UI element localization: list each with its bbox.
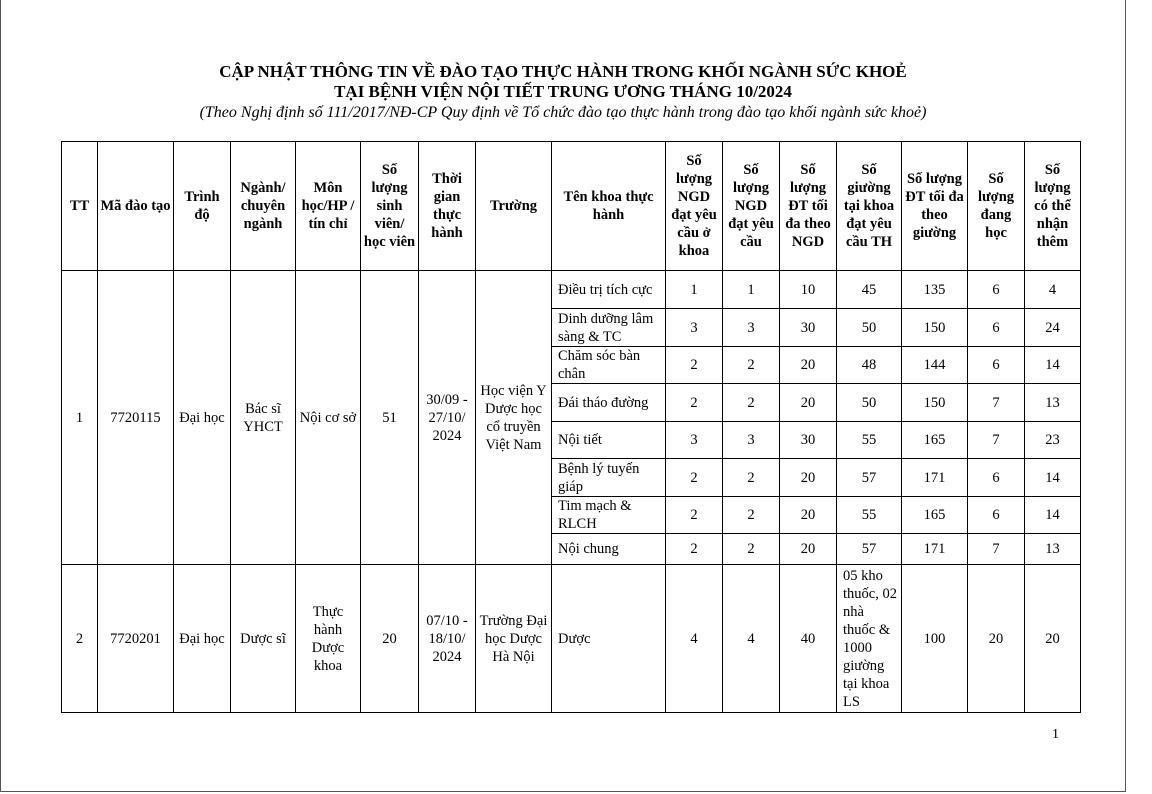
dt-giuong-cell: 150 [902, 384, 968, 422]
dt-ngd-cell: 20 [780, 347, 837, 384]
g2-ma: 7720201 [98, 565, 174, 713]
dt-ngd-cell: 30 [780, 422, 837, 459]
giuong-cell: 55 [837, 422, 902, 459]
g1-mon-hoc: Nội cơ sở [296, 271, 361, 565]
ngd-khoa-cell: 3 [666, 309, 723, 347]
ngd-cell: 2 [723, 347, 780, 384]
khoa-cell: Dinh dưỡng lâm sàng & TC [552, 309, 666, 347]
nhan-them-cell: 14 [1025, 347, 1081, 384]
g2-tt: 2 [62, 565, 98, 713]
g1-nganh: Bác sĩ YHCT [231, 271, 296, 565]
g2-so-luong: 20 [361, 565, 419, 713]
giuong-cell: 45 [837, 271, 902, 309]
training-table [61, 141, 1081, 713]
ngd-cell: 2 [723, 534, 780, 565]
table-row [62, 565, 1081, 713]
header-nhan-them: Số lượng có thể nhận thêm [1025, 142, 1081, 271]
ngd-khoa-cell: 2 [666, 347, 723, 384]
dt-ngd-cell: 10 [780, 271, 837, 309]
nhan-them-cell: 24 [1025, 309, 1081, 347]
dt-giuong-cell: 165 [902, 497, 968, 534]
giuong-cell: 55 [837, 497, 902, 534]
g1-trinh-do: Đại học [174, 271, 231, 565]
header-ten-khoa: Tên khoa thực hành [552, 142, 666, 271]
header-mon-hoc: Môn học/HP / tín chỉ [296, 142, 361, 271]
dang-hoc-cell: 6 [968, 309, 1025, 347]
document-title-line1: CẬP NHẬT THÔNG TIN VỀ ĐÀO TẠO THỰC HÀNH TRONG KHỐI NGÀNH SỨC KHOẺ [219, 62, 907, 81]
g2-giuong: 05 kho thuốc, 02 nhà thuốc & 1000 giường tại khoa LS [837, 565, 902, 713]
ngd-khoa-cell: 1 [666, 271, 723, 309]
header-giuong: Số giường tại khoa đạt yêu cầu TH [837, 142, 902, 271]
khoa-cell: Đái tháo đường [552, 384, 666, 422]
ngd-cell: 3 [723, 309, 780, 347]
dt-ngd-cell: 20 [780, 497, 837, 534]
dt-giuong-cell: 165 [902, 422, 968, 459]
g2-dt-giuong: 100 [902, 565, 968, 713]
header-so-luong-sv: Số lượng sinh viên/ học viên [361, 142, 419, 271]
g2-nhan-them: 20 [1025, 565, 1081, 713]
dang-hoc-cell: 6 [968, 347, 1025, 384]
g1-so-luong: 51 [361, 271, 419, 565]
dt-giuong-cell: 171 [902, 459, 968, 497]
ngd-khoa-cell: 2 [666, 459, 723, 497]
dt-ngd-cell: 20 [780, 459, 837, 497]
dang-hoc-cell: 7 [968, 422, 1025, 459]
ngd-cell: 2 [723, 384, 780, 422]
giuong-cell: 57 [837, 534, 902, 565]
g1-thoi-gian: 30/09 - 27/10/ 2024 [419, 271, 476, 565]
dt-ngd-cell: 20 [780, 384, 837, 422]
g2-mon-hoc: Thực hành Dược khoa [296, 565, 361, 713]
giuong-cell: 50 [837, 384, 902, 422]
g1-tt: 1 [62, 271, 98, 565]
g2-nganh: Dược sĩ [231, 565, 296, 713]
giuong-cell: 57 [837, 459, 902, 497]
header-ngd-khoa: Số lượng NGD đạt yêu cầu ở khoa [666, 142, 723, 271]
nhan-them-cell: 4 [1025, 271, 1081, 309]
header-dt-toi-da-ngd: Số lượng ĐT tối đa theo NGD [780, 142, 837, 271]
ngd-khoa-cell: 2 [666, 497, 723, 534]
khoa-cell: Nội chung [552, 534, 666, 565]
ngd-cell: 3 [723, 422, 780, 459]
dt-giuong-cell: 144 [902, 347, 968, 384]
dang-hoc-cell: 6 [968, 497, 1025, 534]
nhan-them-cell: 23 [1025, 422, 1081, 459]
g1-truong: Học viện Y Dược học cổ truyền Việt Nam [476, 271, 552, 565]
nhan-them-cell: 13 [1025, 384, 1081, 422]
document-subtitle: (Theo Nghị định số 111/2017/NĐ-CP Quy định về Tổ chức đào tạo thực hành trong đào tạo khối ngành sức khoẻ) [199, 104, 927, 121]
header-dt-toi-da-giuong: Số lượng ĐT tối đa theo giường [902, 142, 968, 271]
header-ma-dao-tao: Mã đào tạo [98, 142, 174, 271]
giuong-cell: 50 [837, 309, 902, 347]
ngd-cell: 2 [723, 497, 780, 534]
header-row [62, 142, 1081, 271]
header-thoi-gian: Thời gian thực hành [419, 142, 476, 271]
ngd-cell: 1 [723, 271, 780, 309]
dt-giuong-cell: 135 [902, 271, 968, 309]
header-truong: Trường [476, 142, 552, 271]
dt-giuong-cell: 171 [902, 534, 968, 565]
dang-hoc-cell: 7 [968, 534, 1025, 565]
nhan-them-cell: 14 [1025, 497, 1081, 534]
ngd-khoa-cell: 3 [666, 422, 723, 459]
g2-trinh-do: Đại học [174, 565, 231, 713]
dang-hoc-cell: 7 [968, 384, 1025, 422]
page-number: 1 [1052, 727, 1059, 742]
g2-ngd: 4 [723, 565, 780, 713]
g2-dang-hoc: 20 [968, 565, 1025, 713]
table-row [62, 271, 1081, 309]
g1-ma: 7720115 [98, 271, 174, 565]
dang-hoc-cell: 6 [968, 459, 1025, 497]
document-title-line2: TẠI BỆNH VIỆN NỘI TIẾT TRUNG ƯƠNG THÁNG 10/2024 [334, 82, 792, 101]
ngd-cell: 2 [723, 459, 780, 497]
dt-giuong-cell: 150 [902, 309, 968, 347]
header-trinh-do: Trình độ [174, 142, 231, 271]
header-tt: TT [62, 142, 98, 271]
khoa-cell: Chăm sóc bàn chân [552, 347, 666, 384]
g2-dt-ngd: 40 [780, 565, 837, 713]
g2-khoa: Dược [552, 565, 666, 713]
ngd-khoa-cell: 2 [666, 384, 723, 422]
khoa-cell: Điều trị tích cực [552, 271, 666, 309]
khoa-cell: Bệnh lý tuyến giáp [552, 459, 666, 497]
dang-hoc-cell: 6 [968, 271, 1025, 309]
g2-truong: Trường Đại học Dược Hà Nội [476, 565, 552, 713]
nhan-them-cell: 14 [1025, 459, 1081, 497]
khoa-cell: Nội tiết [552, 422, 666, 459]
header-dang-hoc: Số lượng đang học [968, 142, 1025, 271]
khoa-cell: Tim mạch & RLCH [552, 497, 666, 534]
dt-ngd-cell: 30 [780, 309, 837, 347]
g2-ngd-khoa: 4 [666, 565, 723, 713]
giuong-cell: 48 [837, 347, 902, 384]
dt-ngd-cell: 20 [780, 534, 837, 565]
g2-thoi-gian: 07/10 - 18/10/ 2024 [419, 565, 476, 713]
ngd-khoa-cell: 2 [666, 534, 723, 565]
nhan-them-cell: 13 [1025, 534, 1081, 565]
header-nganh: Ngành/ chuyên ngành [231, 142, 296, 271]
header-ngd-dat: Số lượng NGD đạt yêu cầu [723, 142, 780, 271]
